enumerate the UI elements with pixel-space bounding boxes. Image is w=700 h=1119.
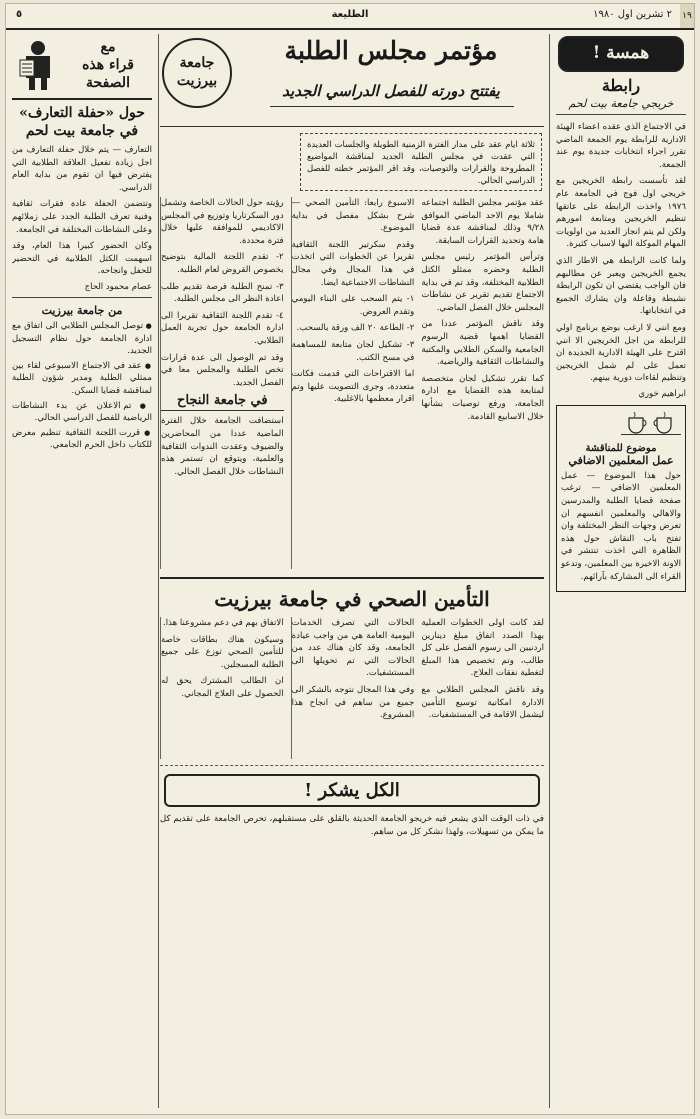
deck-underline [270, 106, 514, 107]
article-paragraph: رؤيته حول الحالات الخاصة وتشمل دور السكرتاريا وتوزيع في المجلس الاكاديمي للموافقة عليها خلال فترة محددة. [160, 198, 284, 246]
article-paragraph: ولما كانت الرابطة هي الاطار الذي يجمع الخريجين ويعبر عن مطالبهم فان الواجب يقتضي ان تكون الرابطة نشيطة وفاعلة وان يشارك الجميع في انتخاباتها. [556, 255, 686, 317]
article-paragraph: كما تقرر تشكيل لجان متخصصة لمتابعة هذه القضايا مع ادارة الجامعة، ورفع توصيات بشأنها خلال الاسابيع القادمة. [421, 373, 544, 422]
article-paragraph: وقدم سكرتير اللجنة الثقافية تقريرا عن الخطوات التي اتخذت في هذا المجال وفي مجال النشاطات الاجتماعية ايضا. [291, 239, 415, 288]
news-bullet: ● عقد في الاجتماع الاسبوعي لقاء بين ممثلي الطلبة ومدير شؤون الطلبة لمناقشة قضايا السكن. [12, 360, 152, 398]
article-paragraph: ٤- تقدم اللجنة الثقافية تقريرا الى ادارة الجامعة حول تجربة العمل الطلابي. [160, 310, 284, 346]
coffee-cups-illustration [621, 410, 681, 435]
health-column-3 [160, 617, 284, 759]
badge-line-1: جامعة [179, 55, 215, 71]
article-paragraph: وترأس المؤتمر رئيس مجلس الطلبة وحضره ممثلو الكتل الطلابية المختلفة، وقد تم في بداية الاجتماع تقديم تقرير عن نشاطات المجلس خلال الفصل الماضي. [421, 252, 544, 313]
whisper-logo: همسة ! [558, 36, 684, 72]
badge-line-2: بيرزيت [176, 73, 218, 89]
thanks-box [160, 772, 544, 842]
article-paragraph: الحالات التي تصرف الخدمات اليومية العامة هي من واجب عيادة الجامعة، وقد كان هناك عدد من الحالات التي تم تحويلها الى المستشفيات. [291, 618, 415, 679]
association-subtitle: خريجي جامعة بيت لحم [556, 97, 686, 115]
news-bullet: ● تم الاعلان عن بدء النشاطات الرياضية للفصل الدراسي الحالي. [12, 400, 152, 425]
article-paragraph: الاسبوع رابعا: التأمين الصحي — شرح بشكل مفصل في بداية الموضوع. [291, 198, 415, 234]
bottom-row [160, 772, 544, 842]
article-paragraph: لقد كانت اولى الخطوات العملية بهذا الصدد اتفاق مبلغ دينارين اردنيين الى رسوم الفصل على كل طالب، وتم تخصيص هذا المبلغ لتغطية نفقات العلاج. [421, 618, 544, 679]
party-article-headline: حول «حفلة التعارف» في جامعة بيت لحم [19, 105, 145, 139]
article-column-1 [421, 197, 544, 569]
header-line-1: مع [100, 39, 116, 55]
thanks-headline: الكل يشكر ! [164, 774, 540, 807]
main-headline: مؤتمر مجلس الطلبة [284, 36, 498, 65]
header-line-3: الصفحة [86, 75, 130, 91]
reader-figure-icon [16, 38, 60, 92]
association-title: رابطة [601, 76, 641, 95]
health-column-2 [291, 617, 415, 759]
health-insurance-headline: التأمين الصحي في جامعة بيرزيت [160, 577, 544, 611]
issue-date: ٢ تشرين اول ١٩٨٠ [593, 9, 672, 20]
article-paragraph: لقد تأسست رابطة الخريجين مع خريجي اول فوج في الجامعة عام ١٩٧٦ واخذت الرابطة على عاتقها تنظيم الخريجين ومتابعة امورهم ولكن لم يتم انجاز العديد من اولويات المهام الموكلة اليها لاسباب كثيرة. [556, 176, 686, 250]
sub-article-headline: في جامعة النجاح [161, 393, 284, 411]
middle-section [160, 34, 544, 1108]
health-article-columns [160, 617, 544, 759]
left-column [12, 34, 159, 1108]
divider [160, 765, 544, 766]
article-paragraph: وكان الحضور كبيرا هذا العام، وقد اسهمت الكتل الطلابية في التحضير للحفل وانجاحه. [12, 241, 152, 277]
news-bullet: ● توصل المجلس الطلابي الى اتفاق مع ادارة الجامعة حول نظام التسجيل الجديد. [12, 320, 152, 358]
university-badge [162, 38, 232, 108]
discussion-box-text: حول هذا الموضوع — عمل المعلمين الاضافي — ترغب صفحة قضايا الطلبة والمدرسين والاهالي والمعلمين انفسهم ان تعرض وجهات النظر المختلفة وان تفتح باب النقاش حول هذه الظاهرة التي اخذت تنتشر في الاونة الاخيرة بين المعلمين، وتدعو القراء الى المشاركة بآرائهم. [561, 470, 681, 582]
news-bullet: ● قررت اللجنة الثقافية تنظيم معرض للكتاب داخل الحرم الجامعي. [12, 427, 152, 452]
readers-header-text [68, 38, 148, 92]
main-masthead [160, 34, 544, 127]
article-paragraph: وقد ناقش المجلس الطلابي مع الادارة امكانية توسيع التأمين ليشمل الاقامة في المستشفيات. [421, 684, 544, 721]
discussion-box-subtitle: عمل المعلمين الاضافي [568, 453, 674, 467]
header-line-2: قراء هذه [82, 57, 134, 73]
intro-box: ثلاثة ايام عقد على مدار الفترة الزمنية الطويلة والجلسات العديدة التي عقدت في مجلس الطلبة الجديد لمناقشة المواضيع المطروحة والقرارات والتوصيات، وقد اقر المؤتمر خطته للفصل الدراسي الحالي. [300, 133, 542, 191]
section-name: الطليعة [331, 9, 369, 20]
edge-page-marker: ١٩ [680, 4, 694, 28]
article-paragraph: وقد ناقش المؤتمر عددا من القضايا اهمها قضية الرسوم الجامعية والسكن الطلابي والمكتبة والنشاطات الثقافية والرياضية. [421, 319, 544, 368]
article-paragraph: ان الطالب المشترك يحق له الحصول على العلاج المجاني. [160, 676, 284, 699]
article-paragraph: وتتضمن الحفلة عادة فقرات ثقافية وفنية تعرف الطلبة الجدد على زملائهم وعلى النشاطات المختلفة في الجامعة. [12, 199, 152, 235]
page-number: ٥ [16, 9, 23, 20]
sub-article-text: استضافت الجامعة خلال الفترة الماضية عددا من المحاضرين والضيوف وعقدت الندوات الثقافية والعلمية، ويتوقع ان تستمر هذه النشاطات خلال الفصل الحالي. [160, 416, 284, 477]
article-paragraph: وقد تم الوصول الى عدة قرارات تخص الطلبة والمجلس معا في الفصل الجديد. [160, 352, 284, 388]
main-deck: يفتتح دورته للفصل الدراسي الجديد [282, 82, 500, 100]
article-paragraph: ٢- تقدم اللجنة المالية بتوضيح بخصوص القروض لعام الطلبة. [160, 252, 284, 275]
author-byline: ابراهيم خوري [638, 388, 686, 399]
article-paragraph: اما الاقتراحات التي قدمت فكانت متعددة، وجرى التصويت عليها وتم اقرار معظمها بالاغلبية. [291, 369, 415, 405]
discussion-box [556, 405, 686, 592]
article-paragraph: وفي هذا المجال نتوجه بالشكر الى جميع من ساهم في انجاح هذا المشروع. [291, 684, 415, 721]
main-article-columns [160, 197, 544, 569]
thanks-text: في ذات الوقت الذي يشعر فيه خريجو الجامعة الحديثة بالقلق على مستقبلهم، تحرص الجامعة على تقديم كل ما يمكن من تسهيلات، ولهذا نشكر كل من ساهم. [160, 814, 544, 837]
article-paragraph: ١- يتم السحب على البناء اليومي وتقدم العروض. [291, 294, 415, 317]
article-column-3 [160, 197, 284, 569]
article-paragraph: في الاجتماع الذي عقده اعضاء الهيئة الادارية للرابطة يوم الجمعة الماضي تقرر اجراء انتخابات جديدة يوم عند الجمعة. [556, 122, 686, 170]
article-paragraph: ٣- تمنح الطلبة فرصة تقديم طلب اعادة النظر الى مجلس الطلبة. [160, 281, 284, 305]
page-header-bar [6, 4, 694, 30]
newspaper-page [6, 4, 694, 1114]
article-paragraph: ٢- الطاعة ٢٠ الف ورقة بالسحب. [296, 323, 415, 334]
article-paragraph: التعارف — يتم خلال حفلة التعارف من اجل زيادة تفعيل العلاقة الطلابية التي يفترض فيها ان تقوم من بداية العام الدراسي. [12, 145, 152, 193]
author-byline: عصام محمود الحاج [84, 281, 152, 292]
health-column-1 [421, 617, 544, 759]
article-paragraph: ٣- تشكيل لجان متابعة للمساهمة في مسح الكتب. [291, 339, 415, 363]
article-paragraph: الاتفاق بهم في دعم مشروعنا هذا. [163, 618, 284, 628]
discussion-box-title: موضوع للمناقشة [585, 442, 657, 454]
right-column [549, 34, 686, 1108]
readers-header [12, 34, 152, 100]
article-paragraph: ومع انني لا ارغب بوضع برنامج اولي للرابطة من اجل الخريجين الا انني اقترح على الهيئة الادارية الجديدة ان تعمل على لم شمل الخريجين وتنظيم لقاءات دورية بينهم. [556, 322, 686, 384]
article-column-2 [291, 197, 415, 569]
birzeit-news-headline: من جامعة بيرزيت [41, 303, 123, 317]
divider [12, 297, 152, 298]
article-paragraph: عقد مؤتمر مجلس الطلبة اجتماعه شاملا يوم الاحد الماضي الموافق ٩/٢٨ وذلك لمناقشة عدة قضايا هامة وتحديد القرارات السابقة. [421, 198, 544, 246]
article-paragraph: وسيكون هناك بطاقات خاصة للتأمين الصحي توزع على جميع الطلبة المسجلين. [160, 634, 284, 670]
